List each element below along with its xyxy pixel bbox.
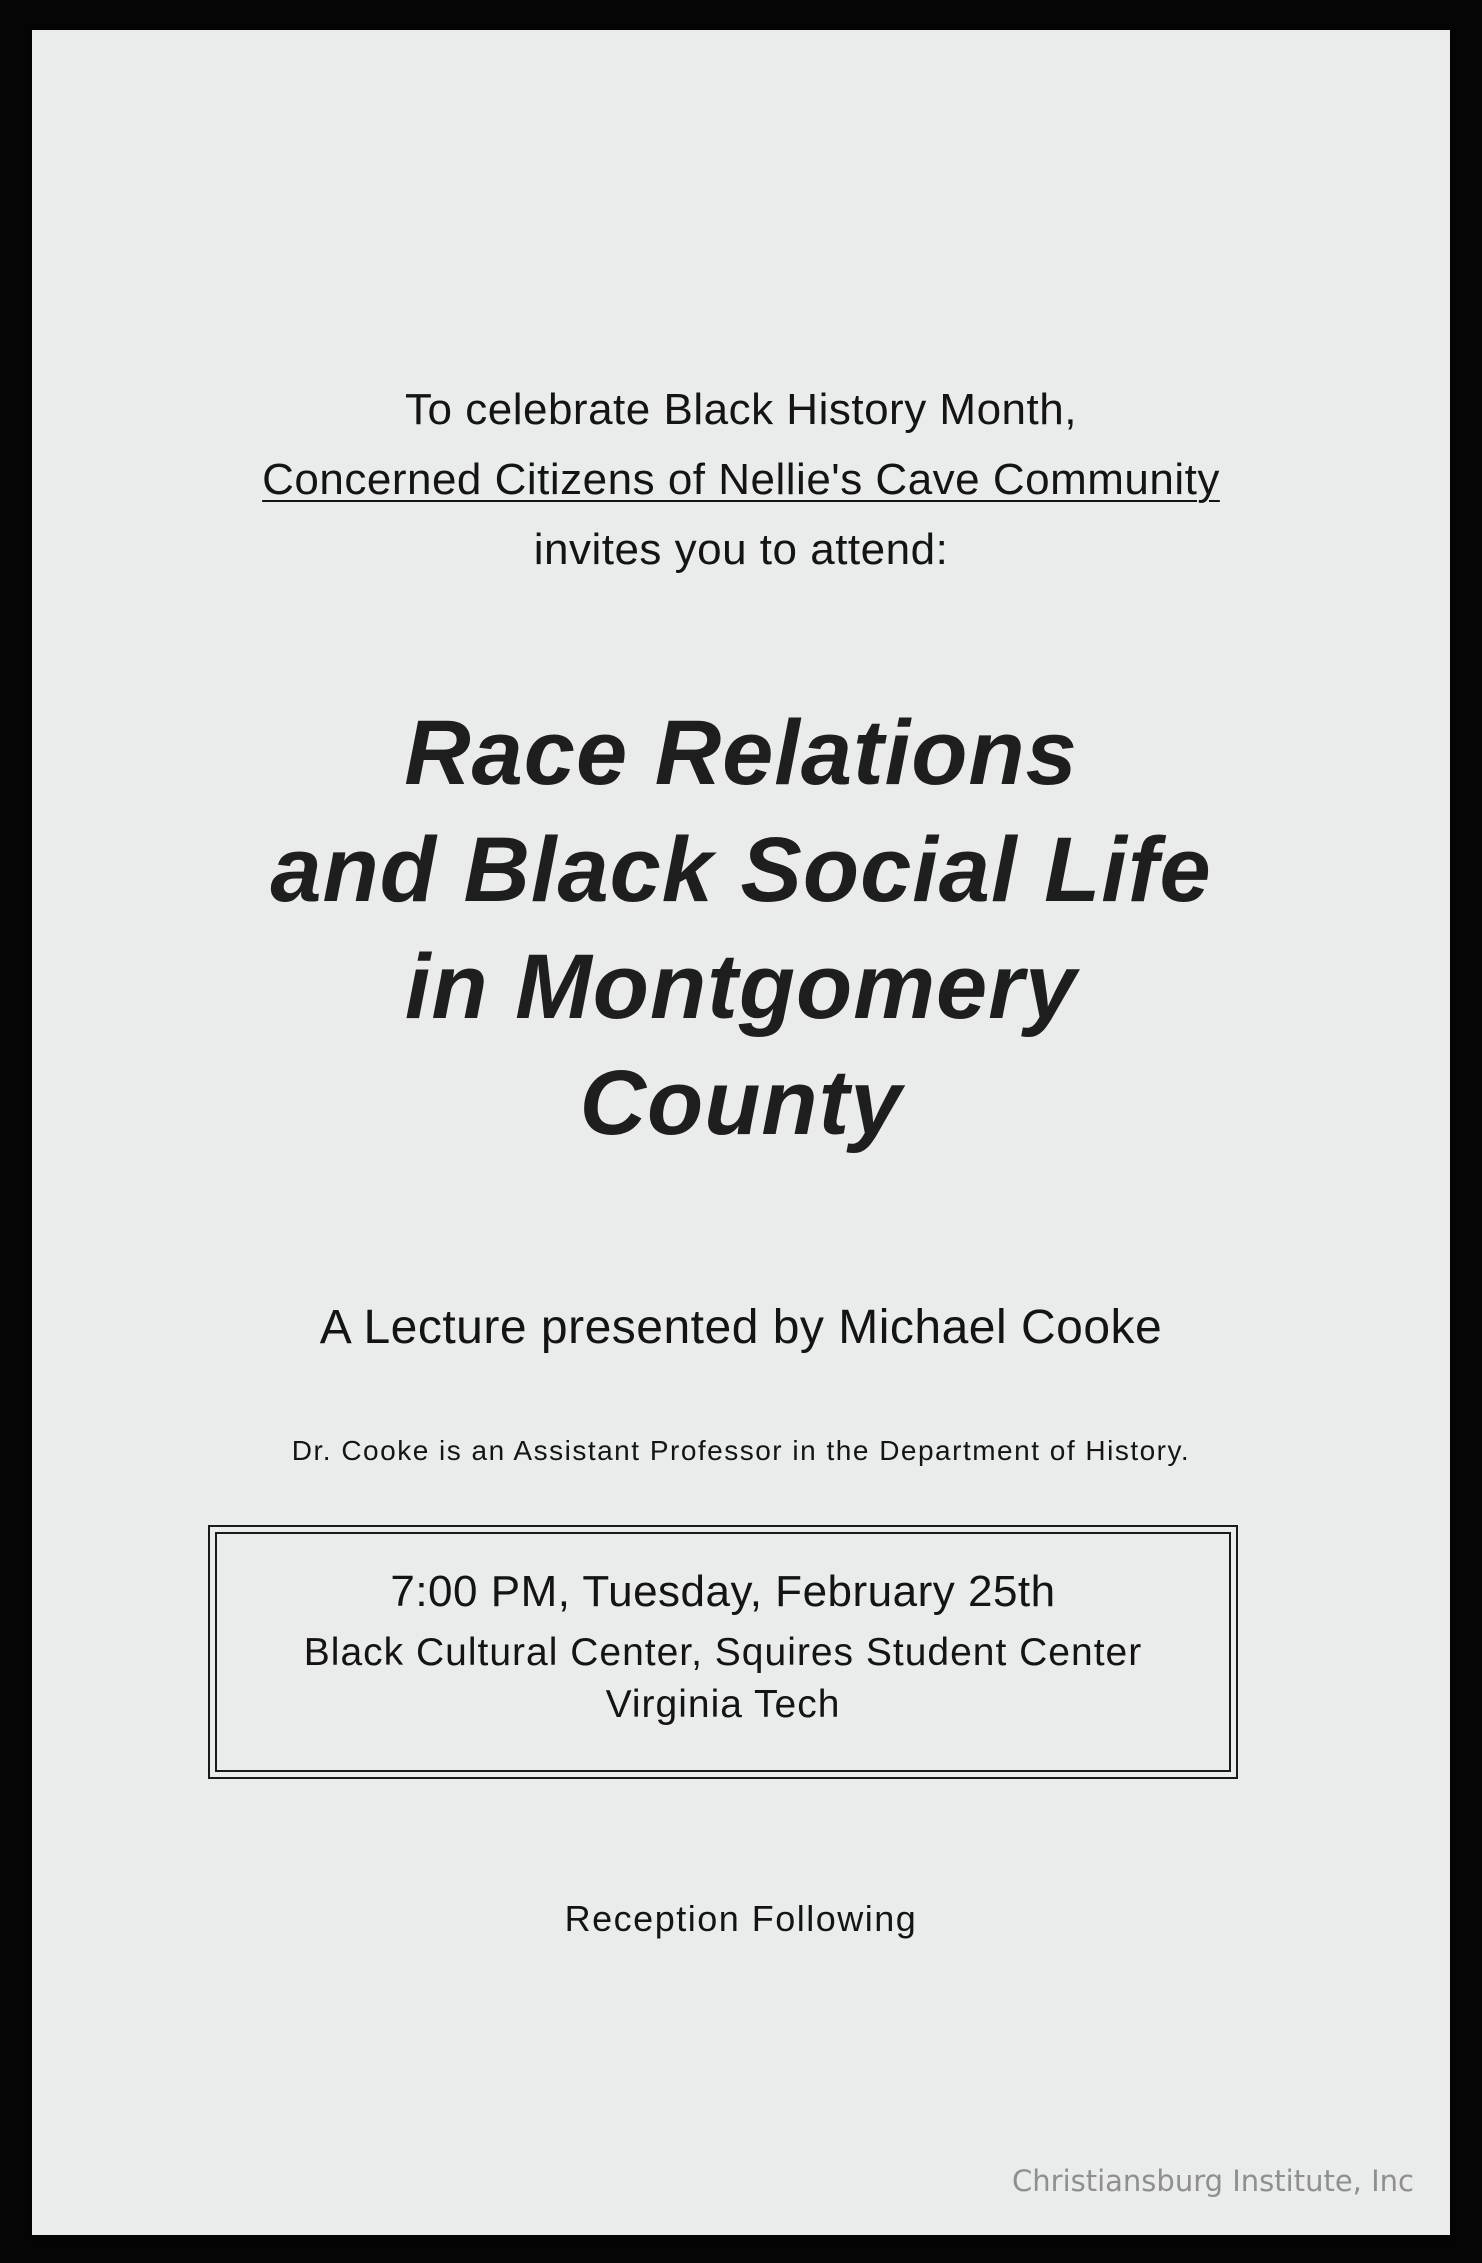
title-line-1: Race Relations — [404, 702, 1078, 804]
title-line-3: in Montgomery — [404, 936, 1078, 1038]
event-venue: Black Cultural Center, Squires Student Center — [303, 1631, 1143, 1674]
title-line-2: and Black Social Life — [270, 819, 1212, 921]
event-time: 7:00 PM, Tuesday, February 25th — [390, 1567, 1056, 1616]
reception-note: Reception Following — [564, 1898, 918, 1939]
invitation-line: invites you to attend: — [533, 525, 949, 574]
event-institution: Virginia Tech — [605, 1683, 841, 1726]
event-details-box — [208, 1525, 1238, 1779]
watermark-text: Christiansburg Institute, Inc — [1012, 2164, 1414, 2198]
organization-name: Concerned Citizens of Nellie's Cave Community — [262, 455, 1220, 504]
title-line-4: County — [579, 1052, 903, 1154]
flyer-page — [32, 30, 1450, 2235]
presenter-bio: Dr. Cooke is an Assistant Professor in the Department of History. — [291, 1435, 1191, 1466]
lecture-presenter: A Lecture presented by Michael Cooke — [319, 1301, 1163, 1354]
intro-line: To celebrate Black History Month, — [405, 385, 1077, 434]
